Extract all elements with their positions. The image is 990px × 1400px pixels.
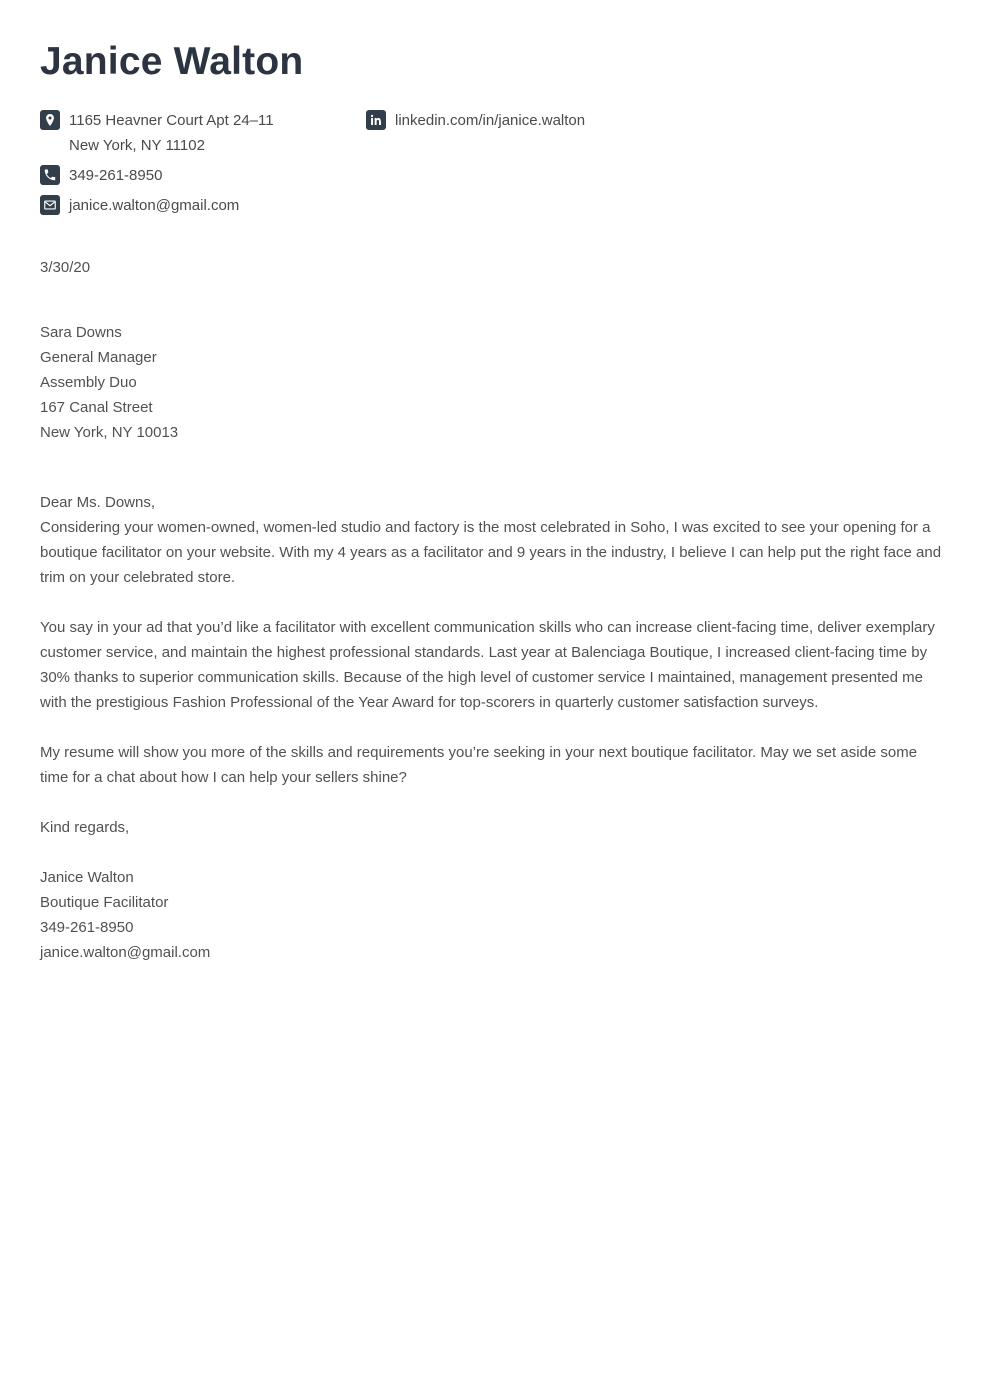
linkedin-text: linkedin.com/in/janice.walton: [395, 112, 586, 129]
contact-column-right: [366, 108, 948, 223]
contact-section: [40, 108, 948, 223]
page-title: Janice Walton: [40, 40, 304, 83]
paragraph-2: You say in your ad that you’d like a facilitator with excellent communication skills who can increase client-facing time, deliver exemplary customer service, and maintain the highest professional standards. Last year at Balenciaga Boutique, I increased client-facing time by 30% thanks to superior communication skills. Because of the high level of customer service I maintained, management presented me with the prestigious Fashion Professional of the Year Award for top-scorers in quarterly customer satisfaction surveys.: [40, 619, 935, 711]
address-line-2: New York, NY 11102: [69, 137, 205, 154]
contact-column-left: [40, 108, 366, 223]
address-line-1: 1165 Heavner Court Apt 24–11: [69, 112, 274, 129]
recipient-name: Sara Downs: [40, 324, 122, 341]
signature-title: Boutique Facilitator: [40, 894, 169, 911]
contact-email: [40, 193, 366, 218]
address-text: [69, 108, 274, 158]
letter-date: 3/30/20: [40, 259, 91, 276]
phone-text: 349-261-8950: [69, 167, 163, 184]
letter-body: [40, 490, 948, 965]
phone-icon: [40, 165, 60, 185]
contact-linkedin: [366, 108, 948, 133]
recipient-title: General Manager: [40, 349, 157, 366]
salutation: Dear Ms. Downs,: [40, 494, 156, 511]
envelope-icon: [40, 195, 60, 215]
recipient-city: New York, NY 10013: [40, 424, 179, 441]
closing-line: Kind regards,: [40, 819, 130, 836]
contact-phone: [40, 163, 366, 188]
recipient-street: 167 Canal Street: [40, 399, 153, 416]
linkedin-icon: [366, 110, 386, 130]
recipient-block: [40, 320, 948, 445]
signature-name: Janice Walton: [40, 869, 134, 886]
signature-email: janice.walton@gmail.com: [40, 944, 211, 961]
email-text: janice.walton@gmail.com: [69, 197, 240, 214]
location-pin-icon: [40, 110, 60, 130]
signature-phone: 349-261-8950: [40, 919, 134, 936]
opening-paragraph: [40, 490, 948, 590]
paragraph-3: My resume will show you more of the skills and requirements you’re seeking in your next boutique facilitator. May we set aside some time for a chat about how I can help your sellers shine?: [40, 744, 918, 786]
recipient-company: Assembly Duo: [40, 374, 137, 391]
paragraph-1: Considering your women-owned, women-led studio and factory is the most celebrated in Soho, I was excited to see your opening for a boutique facilitator on your website. With my 4 years as a facilitator and 9 years in the industry, I believe I can help put the right face and trim on your celebrated store.: [40, 519, 942, 586]
signature-block: [40, 865, 948, 965]
contact-address: [40, 108, 366, 158]
